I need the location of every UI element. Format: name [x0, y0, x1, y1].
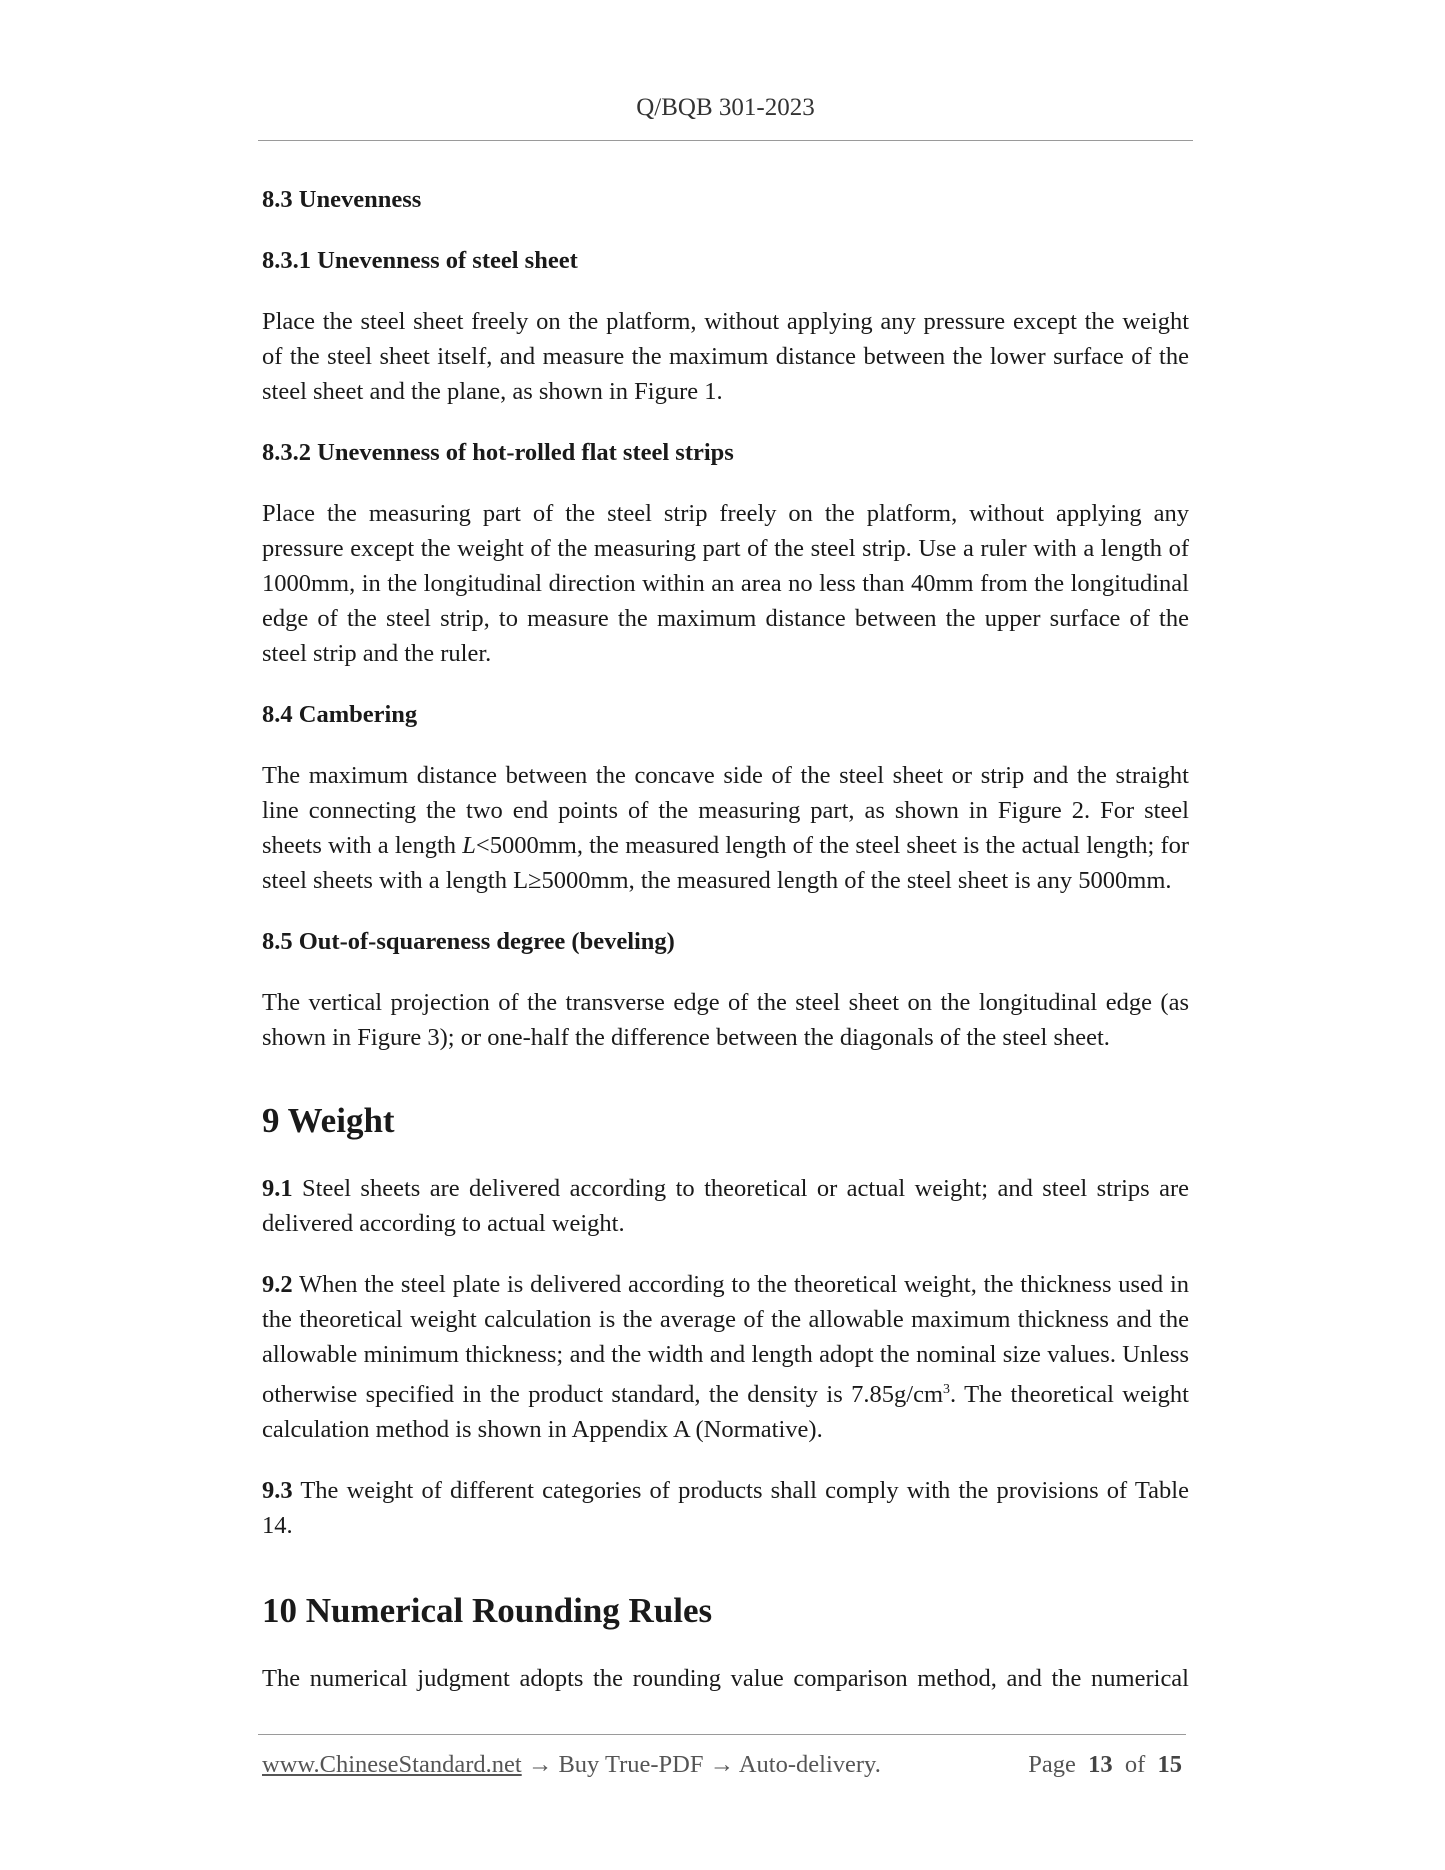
heading-8-3: 8.3 Unevenness	[262, 186, 422, 213]
heading-9-weight: 9 Weight	[262, 1101, 395, 1140]
paragraph-8-4	[262, 758, 1189, 898]
length-variable: L	[462, 832, 476, 859]
paragraph-9-3-text: The weight of different categories of products shall comply with the provisions of Table 14.	[262, 1477, 1189, 1540]
heading-8-3-2: 8.3.2 Unevenness of hot-rolled flat steel strips	[262, 439, 734, 466]
page-label: Page	[1028, 1751, 1076, 1778]
total-pages: 15	[1157, 1751, 1182, 1778]
footer	[262, 1751, 1182, 1779]
heading-8-3-1: 8.3.1 Unevenness of steel sheet	[262, 247, 578, 274]
clause-number-9-1: 9.1	[262, 1175, 293, 1202]
paragraph-8-4-part-a: The maximum distance between the concave side of the steel sheet or strip and the straight line connecting the two end points of the measuring part, as shown in Figure 2. For steel sheets with a length	[262, 762, 1189, 859]
footer-divider	[258, 1734, 1186, 1735]
paragraph-8-5: The vertical projection of the transverse edge of the steel sheet on the longitudinal edge (as shown in Figure 3); or one-half the difference between the diagonals of the steel sheet.	[262, 989, 1189, 1051]
paragraph-9-2-text-a: When the steel plate is delivered according to the theoretical weight, the thickness used in the theoretical weight calculation is the average of the allowable maximum thickness and the allowable minimum thickness; and the width and length adopt the nominal size values. Unless otherwise specified in the product standard, the density is 7.85g/cm	[262, 1271, 1189, 1409]
paragraph-9-1-text: Steel sheets are delivered according to theoretical or actual weight; and steel strips are delivered according to actual weight.	[262, 1175, 1189, 1237]
paragraph-8-3-1: Place the steel sheet freely on the platform, without applying any pressure except the weight of the steel sheet itself, and measure the maximum distance between the lower surface of the steel sheet and the plane, as shown in Figure 1.	[262, 308, 1189, 405]
heading-10-rounding: 10 Numerical Rounding Rules	[262, 1591, 713, 1631]
document-body	[262, 182, 1189, 1722]
clause-number-9-3: 9.3	[262, 1477, 293, 1505]
promo-text: → Buy True-PDF → Auto-delivery.	[521, 1751, 881, 1778]
page-indicator	[1028, 1751, 1182, 1779]
document-code-header: Q/BQB 301-2023	[636, 94, 815, 121]
paragraph-9-1	[262, 1171, 1189, 1241]
header-divider	[258, 140, 1193, 141]
clause-number-9-2: 9.2	[262, 1271, 293, 1298]
current-page: 13	[1088, 1751, 1113, 1778]
heading-8-4: 8.4 Cambering	[262, 701, 418, 728]
paragraph-8-4-part-b: <5000mm, the measured length of the steel sheet is the actual length; for steel sheets with a length L≥5000mm, the measured length of the steel sheet is any 5000mm.	[262, 832, 1190, 894]
paragraph-10: The numerical judgment adopts the rounding value comparison method, and the numerical	[262, 1665, 1189, 1693]
page-of-label: of	[1124, 1751, 1146, 1778]
site-link[interactable]: www.ChineseStandard.net	[262, 1751, 522, 1778]
heading-8-5: 8.5 Out-of-squareness degree (beveling)	[262, 928, 675, 955]
paragraph-9-2-text-b: . The theoretical weight calculation method is shown in Appendix A (Normative).	[262, 1381, 1189, 1444]
paragraph-9-2	[262, 1267, 1189, 1447]
paragraph-8-3-2: Place the measuring part of the steel strip freely on the platform, without applying any pressure except the weight of the measuring part of the steel strip. Use a ruler with a length of 1000mm, in the longitudinal direction within an area no less than 40mm from the longitudinal edge of the steel strip, to measure the maximum distance between the upper surface of the steel strip and the ruler.	[262, 500, 1189, 667]
superscript-3: 3	[943, 1382, 950, 1397]
paragraph-9-3	[262, 1473, 1189, 1543]
